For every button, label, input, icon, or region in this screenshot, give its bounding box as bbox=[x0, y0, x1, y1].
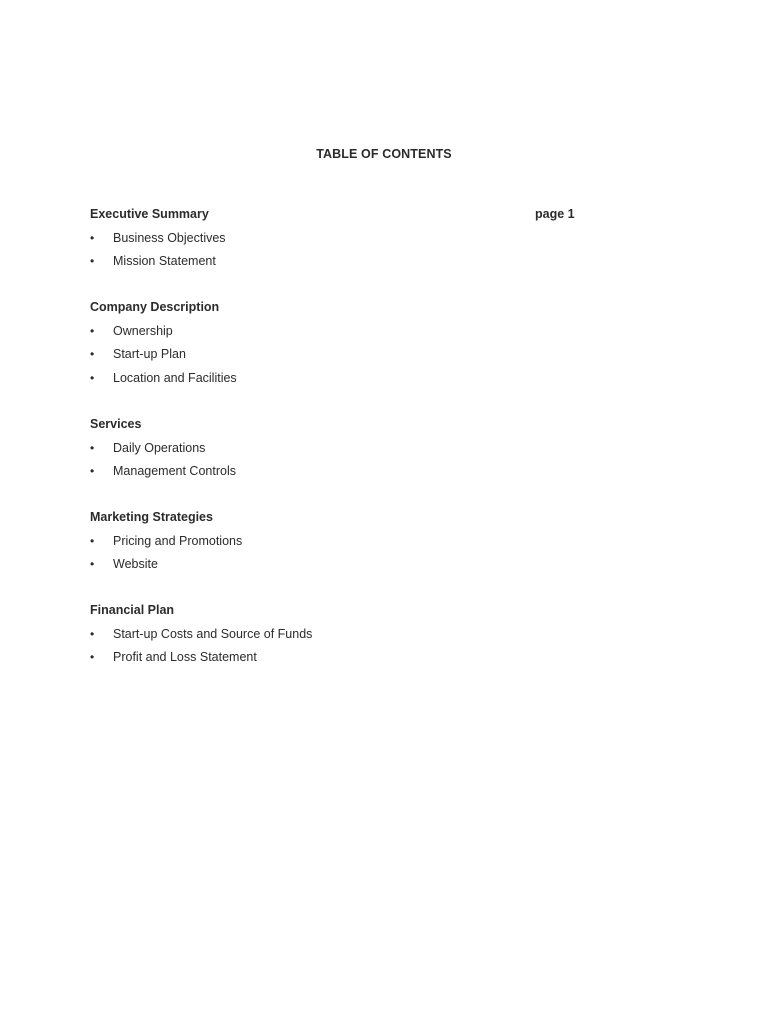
toc-list-item[interactable] bbox=[90, 346, 590, 362]
bullet-icon: • bbox=[90, 347, 95, 361]
toc-list-item[interactable] bbox=[90, 533, 590, 549]
toc-item-label: Start-up Costs and Source of Funds bbox=[113, 626, 313, 641]
toc-section-executive-summary bbox=[90, 206, 590, 269]
toc-list-item[interactable] bbox=[90, 253, 590, 269]
toc-item-label: Profit and Loss Statement bbox=[113, 650, 257, 664]
bullet-icon: • bbox=[90, 440, 95, 455]
toc-item-label: Daily Operations bbox=[113, 440, 206, 455]
bullet-icon: • bbox=[90, 370, 95, 385]
toc-section-services bbox=[90, 416, 590, 479]
toc-list-item[interactable] bbox=[90, 556, 590, 572]
section-heading-label: Services bbox=[90, 417, 142, 431]
toc-list-item[interactable] bbox=[90, 649, 590, 665]
toc-section-financial-plan bbox=[90, 602, 590, 665]
page-reference: page 1 bbox=[535, 207, 575, 221]
section-heading-label: Executive Summary bbox=[90, 207, 209, 221]
section-heading[interactable] bbox=[90, 509, 590, 525]
section-heading-label: Financial Plan bbox=[90, 603, 175, 617]
toc-item-label: Mission Statement bbox=[113, 254, 216, 268]
toc-item-label: Website bbox=[113, 557, 158, 571]
toc-item-label: Management Controls bbox=[113, 464, 236, 478]
bullet-icon: • bbox=[90, 254, 95, 268]
bullet-icon: • bbox=[90, 533, 95, 548]
bullet-icon: • bbox=[90, 626, 95, 641]
section-heading[interactable] bbox=[90, 206, 590, 222]
toc-list-item[interactable] bbox=[90, 440, 590, 456]
toc-item-label: Location and Facilities bbox=[113, 370, 237, 385]
toc-list-item[interactable] bbox=[90, 370, 590, 386]
section-heading[interactable] bbox=[90, 602, 590, 618]
bullet-icon: • bbox=[90, 464, 95, 478]
section-heading[interactable] bbox=[90, 416, 590, 432]
section-heading-label: Marketing Strategies bbox=[90, 510, 213, 524]
toc-list-item[interactable] bbox=[90, 626, 590, 642]
toc-item-label: Start-up Plan bbox=[113, 347, 186, 361]
toc-section-marketing-strategies bbox=[90, 509, 590, 572]
toc-item-label: Business Objectives bbox=[113, 230, 226, 245]
bullet-icon: • bbox=[90, 323, 95, 338]
toc-list-item[interactable] bbox=[90, 323, 590, 339]
section-heading[interactable] bbox=[90, 299, 590, 315]
bullet-icon: • bbox=[90, 557, 95, 571]
bullet-icon: • bbox=[90, 230, 95, 245]
toc-item-label: Pricing and Promotions bbox=[113, 533, 243, 548]
toc-list-item[interactable] bbox=[90, 463, 590, 479]
section-heading-label: Company Description bbox=[90, 300, 220, 314]
toc-section-company-description bbox=[90, 299, 590, 386]
toc-title: TABLE OF CONTENTS bbox=[316, 147, 452, 161]
toc-item-label: Ownership bbox=[113, 323, 173, 338]
bullet-icon: • bbox=[90, 650, 95, 664]
toc-list-item[interactable] bbox=[90, 230, 590, 246]
